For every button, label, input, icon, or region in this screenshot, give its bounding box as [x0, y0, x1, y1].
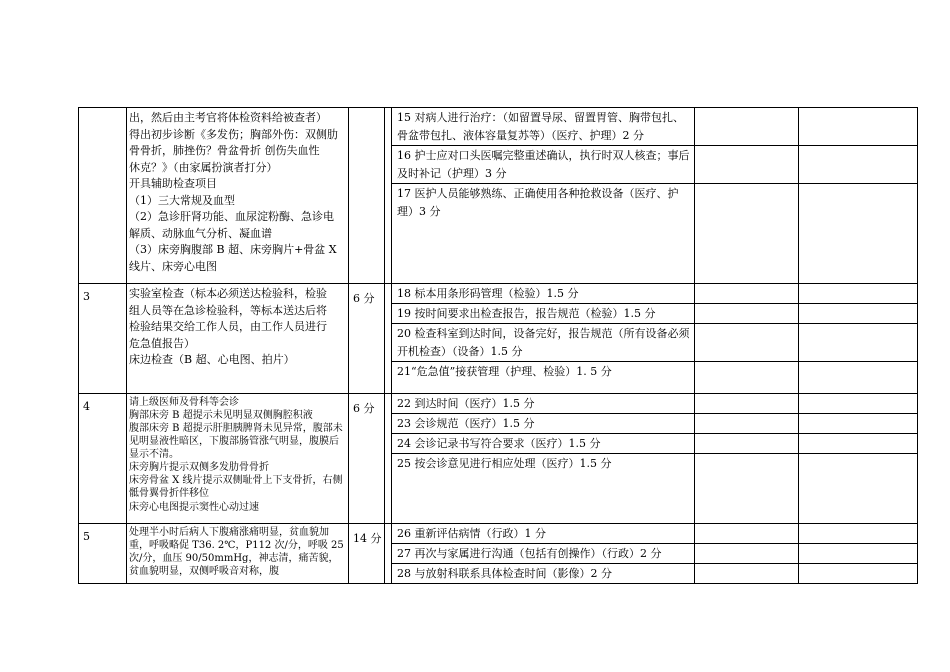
score-item: 16 护士应对口头医嘱完整重述确认，执行时双人核查；事后及时补记（护理）3 分: [392, 146, 695, 184]
step-number: [79, 108, 127, 284]
step-description: [127, 394, 349, 524]
description-line: 解质、动脉血气分析、凝血谱: [129, 226, 272, 240]
remark-cell[interactable]: [799, 544, 918, 564]
score-item: 25 按会诊意见进行相应处理（医疗）1.5 分: [392, 454, 695, 524]
score-cell[interactable]: [695, 434, 799, 454]
description-line: 出，然后由主考官将体检资料给被查者）: [129, 111, 327, 124]
step-number: 3: [79, 284, 127, 394]
remark-cell[interactable]: [799, 284, 918, 304]
description-line: 床旁心电图提示窦性心动过速: [129, 502, 259, 513]
score-cell[interactable]: [695, 146, 799, 184]
step-number: 4: [79, 394, 127, 524]
score-item: 18 标本用条形码管理（检验）1.5 分: [392, 284, 695, 304]
description-line: 胸部床旁 B 超提示未见明显双侧胸腔积液: [129, 410, 313, 421]
score-item: 19 按时间要求出检查报告，报告规范（检验）1.5 分: [392, 304, 695, 324]
score-cell[interactable]: [695, 324, 799, 362]
score-item: 26 重新评估病情（行政）1 分: [392, 524, 695, 544]
spacer-cell: [385, 524, 392, 584]
description-line: 处理半小时后病人下腹痛涨痛明显，贫血貌加重，呼吸略促 T36. 2℃，P112 次/分，呼吸 25 次/分，血压 90/50mmHg，神志清，痛苦貌，贫血貌明显，双侧呼吸音对称，腹: [129, 527, 344, 577]
score-cell[interactable]: [695, 304, 799, 324]
description-line: （3）床旁胸腹部 B 超、床旁胸片+骨盆 X: [129, 243, 337, 256]
description-line: 休克？》（由家属扮演者打分）: [129, 160, 278, 174]
remark-cell[interactable]: [799, 304, 918, 324]
score-item: 27 再次与家属进行沟通（包括有创操作）（行政）2 分: [392, 544, 695, 564]
remark-cell[interactable]: [799, 434, 918, 454]
score-item: 15 对病人进行治疗：（如留置导尿、留置胃管、胸带包扎、骨盆带包扎、液体容量复苏等）（医疗、护理）2 分: [392, 108, 695, 146]
step-points: 6 分: [349, 394, 385, 524]
score-cell[interactable]: [695, 414, 799, 434]
table-row: [79, 284, 918, 304]
description-line: 腹部床旁 B 超提示肝胆胰脾肾未见异常，腹部未见明显液性暗区，下腹部肠管涨气明显，腹膜后显示不清。: [129, 423, 343, 460]
description-line: 床边检查（B 超、心电图、拍片）: [129, 353, 295, 366]
score-item: 17 医护人员能够熟练、正确使用各种抢救设备（医疗、护理）3 分: [392, 184, 695, 284]
description-line: 组人员等在急诊检验科，等标本送达后将: [129, 303, 327, 317]
score-cell[interactable]: [695, 394, 799, 414]
remark-cell[interactable]: [799, 108, 918, 146]
remark-cell[interactable]: [799, 184, 918, 284]
description-line: 请上级医师及骨科等会诊: [129, 397, 239, 408]
score-cell[interactable]: [695, 108, 799, 146]
table-row: [79, 108, 918, 146]
step-points: 6 分: [349, 284, 385, 394]
step-description: [127, 524, 349, 584]
step-description: [127, 284, 349, 394]
spacer-cell: [385, 108, 392, 284]
assessment-sheet: [78, 107, 917, 584]
remark-cell[interactable]: [799, 524, 918, 544]
score-cell[interactable]: [695, 184, 799, 284]
description-line: （1）三大常规及血型: [129, 193, 235, 207]
score-item: 21“危急值”接获管理（护理、检验）1. 5 分: [392, 362, 695, 394]
step-description: [127, 108, 349, 284]
score-item: 23 会诊规范（医疗）1.5 分: [392, 414, 695, 434]
score-cell[interactable]: [695, 284, 799, 304]
description-line: 得出初步诊断《多发伤；胸部外伤：双侧肋: [129, 127, 338, 141]
step-points: [349, 108, 385, 284]
remark-cell[interactable]: [799, 564, 918, 584]
table-row: [79, 524, 918, 544]
description-line: 床旁骨盆 X 线片提示双侧耻骨上下支骨折，右侧骶骨翼骨折伴移位: [129, 475, 343, 499]
description-line: 实验室检查（标本必须送达检验科，检验: [129, 287, 327, 300]
step-number: 5: [79, 524, 127, 584]
score-cell[interactable]: [695, 564, 799, 584]
remark-cell[interactable]: [799, 146, 918, 184]
description-line: 开具辅助检查项目: [129, 177, 217, 190]
score-cell[interactable]: [695, 524, 799, 544]
assessment-table: [78, 107, 918, 584]
description-line: （2）急诊肝肾功能、血尿淀粉酶、急诊电: [129, 210, 334, 223]
description-line: 骨骨折，肺挫伤？骨盆骨折 创伤失血性: [129, 144, 320, 157]
spacer-cell: [385, 284, 392, 394]
remark-cell[interactable]: [799, 324, 918, 362]
score-item: 20 检查科室到达时间，设备完好，报告规范（所有设备必须开机检查）（设备）1.5 分: [392, 324, 695, 362]
description-line: 检验结果交给工作人员，由工作人员进行: [129, 320, 327, 333]
score-cell[interactable]: [695, 454, 799, 524]
score-cell[interactable]: [695, 544, 799, 564]
score-item: 22 到达时间（医疗）1.5 分: [392, 394, 695, 414]
score-cell[interactable]: [695, 362, 799, 394]
remark-cell[interactable]: [799, 454, 918, 524]
remark-cell[interactable]: [799, 414, 918, 434]
remark-cell[interactable]: [799, 394, 918, 414]
remark-cell[interactable]: [799, 362, 918, 394]
description-line: 床旁胸片提示双侧多发肋骨骨折: [129, 462, 269, 473]
description-line: 危急值报告）: [129, 336, 195, 350]
score-item: 28 与放射科联系具体检查时间（影像）2 分: [392, 564, 695, 584]
description-line: 线片、床旁心电图: [129, 259, 217, 273]
spacer-cell: [385, 394, 392, 524]
table-row: [79, 394, 918, 414]
step-points: 14 分: [349, 524, 385, 584]
score-item: 24 会诊记录书写符合要求（医疗）1.5 分: [392, 434, 695, 454]
